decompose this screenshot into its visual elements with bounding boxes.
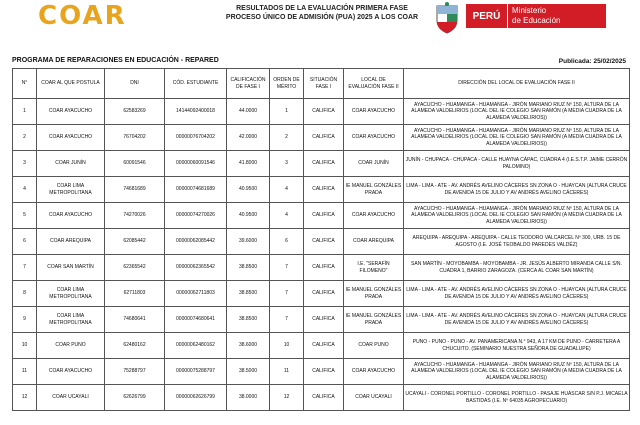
cell-n: 10 (13, 333, 37, 359)
cell-dni: 62583269 (105, 99, 165, 125)
cell-situacion: CALIFICA (304, 229, 344, 255)
cell-local: COAR UCAYALI (344, 385, 404, 411)
cell-coar: COAR AYACUCHO (37, 99, 105, 125)
cell-local: I.E. "SERAFÍN FILOMENO" (344, 255, 404, 281)
cell-dni: 62085442 (105, 229, 165, 255)
cell-dni: 62365542 (105, 255, 165, 281)
cell-dni: 74270026 (105, 203, 165, 229)
cell-n: 11 (13, 359, 37, 385)
cell-orden: 1 (270, 99, 304, 125)
results-table (12, 68, 630, 411)
table-row (13, 177, 630, 203)
cell-calif: 38.8500 (227, 255, 270, 281)
cell-coar: COAR JUNÍN (37, 151, 105, 177)
cell-calif: 39.6000 (227, 229, 270, 255)
cell-local: IE MANUEL GONZÁLES PRADA (344, 281, 404, 307)
cell-direccion: SAN MARTÍN - MOYOBAMBA - MOYOBAMBA - JR. JESÚS ALBERTO MIRANDA CALLE S/N. CUADRA 1, BARRIO ZARAGOZA. (CERCA AL COAR SAN MARTÍN) (404, 255, 630, 281)
table-row (13, 255, 630, 281)
cell-dni: 75288797 (105, 359, 165, 385)
cell-calif: 44.0000 (227, 99, 270, 125)
ministry-line1: Ministerio (512, 6, 547, 15)
cell-calif: 40.9500 (227, 203, 270, 229)
cell-calif: 38.0000 (227, 385, 270, 411)
cell-coar: COAR AYACUCHO (37, 359, 105, 385)
published-date: Publicada: 25/02/2025 (558, 58, 626, 65)
table-row (13, 333, 630, 359)
cell-situacion: CALIFICA (304, 307, 344, 333)
col-header-local: LOCAL DE EVALUACIÓN FASE II (344, 69, 404, 99)
cell-cod: 00000062626799 (165, 385, 227, 411)
cell-orden: 7 (270, 281, 304, 307)
cell-local: COAR AYACUCHO (344, 359, 404, 385)
cell-situacion: CALIFICA (304, 333, 344, 359)
cell-orden: 4 (270, 203, 304, 229)
col-header-direccion: DIRECCIÓN DEL LOCAL DE EVALUACIÓN FASE II (404, 69, 630, 99)
cell-dni: 76704202 (105, 125, 165, 151)
table-row (13, 359, 630, 385)
cell-cod: 00000075288797 (165, 359, 227, 385)
cell-calif: 40.9500 (227, 177, 270, 203)
ministry-label (512, 6, 560, 26)
cell-orden: 11 (270, 359, 304, 385)
cell-orden: 6 (270, 229, 304, 255)
cell-direccion: LIMA - LIMA - ATE - AV. ANDRÉS AVELINO CÁCERES SN ZONA O - HUAYCAN (ALTURA CRUCE DE AVENIDA 15 DE JULIO Y AV ANDRÉS AVELINO CÁCERES) (404, 281, 630, 307)
cell-direccion: AYACUCHO - HUAMANGA - HUAMANGA - JIRÓN MARIANO RIUZ Nº 150, ALTURA DE LA ALAMEDA VALDELIRIOS (LOCAL DEL IE COLEGIO SAN RAMÓN (A MEDIA CUADRA DE LA ALAMEDA VALDELIRIOS)) (404, 99, 630, 125)
cell-calif: 38.6000 (227, 333, 270, 359)
cell-situacion: CALIFICA (304, 99, 344, 125)
cell-cod: 00000062711803 (165, 281, 227, 307)
cell-n: 4 (13, 177, 37, 203)
cell-orden: 3 (270, 151, 304, 177)
cell-coar: COAR LIMA METROPOLITANA (37, 177, 105, 203)
cell-dni: 60091546 (105, 151, 165, 177)
cell-dni: 62711803 (105, 281, 165, 307)
table-row (13, 203, 630, 229)
cell-situacion: CALIFICA (304, 125, 344, 151)
cell-coar: COAR PUNO (37, 333, 105, 359)
table-row (13, 125, 630, 151)
col-header-situacion: SITUACIÓN FASE I (304, 69, 344, 99)
cell-n: 9 (13, 307, 37, 333)
table-row (13, 385, 630, 411)
cell-calif: 38.5000 (227, 359, 270, 385)
report-title (222, 4, 422, 22)
cell-direccion: AYACUCHO - HUAMANGA - HUAMANGA - JIRÓN MARIANO RIUZ Nº 150, ALTURA DE LA ALAMEDA VALDELIRIOS (LOCAL DEL IE COLEGIO SAN RAMÓN (A MEDIA CUADRA DE LA ALAMEDA VALDELIRIOS)) (404, 125, 630, 151)
cell-local: COAR AREQUIPA (344, 229, 404, 255)
cell-coar: COAR UCAYALI (37, 385, 105, 411)
cell-direccion: UCAYALI - CORONEL PORTILLO - CORONEL PORTILLO - PASAJE HUÁSCAR S/N P.J. MICAELA BASTIDAS (I.E. Nº 64035 AGROPECUARIO) (404, 385, 630, 411)
cell-direccion: AYACUCHO - HUAMANGA - HUAMANGA - JIRÓN MARIANO RIUZ Nº 150, ALTURA DE LA ALAMEDA VALDELIRIOS (LOCAL DEL IE COLEGIO SAN RAMÓN (A MEDIA CUADRA DE LA ALAMEDA VALDELIRIOS)) (404, 203, 630, 229)
coar-logo: COAR (38, 1, 127, 31)
cell-orden: 12 (270, 385, 304, 411)
report-title-line1: RESULTADOS DE LA EVALUACIÓN PRIMERA FASE (236, 5, 408, 12)
cell-cod: 00000062085442 (165, 229, 227, 255)
program-title: PROGRAMA DE REPARACIONES EN EDUCACIÓN - REPARED (12, 57, 219, 64)
cell-local: COAR AYACUCHO (344, 99, 404, 125)
table-row (13, 281, 630, 307)
cell-cod: 14144092400018 (165, 99, 227, 125)
cell-dni: 74681689 (105, 177, 165, 203)
col-header-cod: CÓD. ESTUDIANTE (165, 69, 227, 99)
cell-n: 6 (13, 229, 37, 255)
cell-n: 1 (13, 99, 37, 125)
cell-n: 2 (13, 125, 37, 151)
cell-orden: 2 (270, 125, 304, 151)
cell-coar: COAR AREQUIPA (37, 229, 105, 255)
page-header (0, 0, 640, 40)
cell-situacion: CALIFICA (304, 203, 344, 229)
table-header-row (13, 69, 630, 99)
cell-orden: 7 (270, 255, 304, 281)
cell-coar: COAR AYACUCHO (37, 125, 105, 151)
col-header-calif: CALIFICACIÓN DE FASE I (227, 69, 270, 99)
col-header-orden: ORDEN DE MÉRITO (270, 69, 304, 99)
cell-local: COAR AYACUCHO (344, 203, 404, 229)
col-header-n: N° (13, 69, 37, 99)
table-row (13, 151, 630, 177)
cell-direccion: LIMA - LIMA - ATE - AV. ANDRÉS AVELINO CÁCERES SN ZONA O - HUAYCAN (ALTURA CRUCE DE AVENIDA 15 DE JULIO Y AV ANDRÉS AVELINO CÁCERES) (404, 177, 630, 203)
cell-coar: COAR LIMA METROPOLITANA (37, 307, 105, 333)
cell-direccion: PUNO - PUNO - PUNO - AV. PANAMERICANA N.° 943, A 17 KM DE PUNO - CARRETERA A CHUCUITO. (SEMINARIO NUESTRA SEÑORA DE GUADALUPE) (404, 333, 630, 359)
cell-situacion: CALIFICA (304, 281, 344, 307)
table-row (13, 229, 630, 255)
cell-situacion: CALIFICA (304, 177, 344, 203)
cell-direccion: JUNÍN - CHUPACA - CHUPACA - CALLE HUAYNA CÁPAC, CUADRA 4 (I.E.S.T.P. JAIME CERRÓN PALOMINO) (404, 151, 630, 177)
cell-direccion: AYACUCHO - HUAMANGA - HUAMANGA - JIRÓN MARIANO RIUZ Nº 150, ALTURA DE LA ALAMEDA VALDELIRIOS (LOCAL DEL IE COLEGIO SAN RAMÓN (A MEDIA CUADRA DE LA ALAMEDA VALDELIRIOS)) (404, 359, 630, 385)
cell-situacion: CALIFICA (304, 255, 344, 281)
report-title-line2: PROCESO ÚNICO DE ADMISIÓN (PUA) 2025 A LOS COAR (225, 14, 419, 21)
cell-coar: COAR SAN MARTÍN (37, 255, 105, 281)
cell-situacion: CALIFICA (304, 385, 344, 411)
cell-dni: 62480162 (105, 333, 165, 359)
peru-ministry-badge (466, 4, 606, 28)
cell-orden: 7 (270, 307, 304, 333)
cell-calif: 42.0000 (227, 125, 270, 151)
cell-n: 5 (13, 203, 37, 229)
cell-dni: 62626799 (105, 385, 165, 411)
peru-coat-of-arms-icon (433, 2, 461, 34)
ministry-line2: de Educación (512, 16, 561, 25)
cell-situacion: CALIFICA (304, 151, 344, 177)
cell-cod: 00000062480162 (165, 333, 227, 359)
cell-situacion: CALIFICA (304, 359, 344, 385)
cell-direccion: AREQUIPA - AREQUIPA - AREQUIPA - CALLE TEODORO VALCARCEL Nº 300, URB. 15 DE AGOSTO (I.E. JOSÉ TEOBALDO PAREDES VALDÉZ) (404, 229, 630, 255)
cell-calif: 38.8500 (227, 281, 270, 307)
cell-n: 3 (13, 151, 37, 177)
cell-cod: 00000074680641 (165, 307, 227, 333)
cell-coar: COAR AYACUCHO (37, 203, 105, 229)
cell-direccion: LIMA - LIMA - ATE - AV. ANDRÉS AVELINO CÁCERES SN ZONA O - HUAYCAN (ALTURA CRUCE DE AVENIDA 15 DE JULIO Y AV ANDRÉS AVELINO CÁCERES) (404, 307, 630, 333)
cell-n: 12 (13, 385, 37, 411)
table-body (13, 99, 630, 411)
cell-calif: 41.8000 (227, 151, 270, 177)
cell-local: IE MANUEL GONZÁLES PRADA (344, 307, 404, 333)
col-header-dni: DNI (105, 69, 165, 99)
cell-coar: COAR LIMA METROPOLITANA (37, 281, 105, 307)
cell-cod: 00000076704202 (165, 125, 227, 151)
peru-label: PERÚ (466, 4, 508, 28)
cell-calif: 38.8500 (227, 307, 270, 333)
cell-n: 8 (13, 281, 37, 307)
cell-local: COAR PUNO (344, 333, 404, 359)
cell-orden: 10 (270, 333, 304, 359)
cell-cod: 00000074681689 (165, 177, 227, 203)
cell-cod: 00000074270026 (165, 203, 227, 229)
cell-local: COAR JUNÍN (344, 151, 404, 177)
col-header-coar: COAR AL QUE POSTULA (37, 69, 105, 99)
cell-dni: 74680641 (105, 307, 165, 333)
cell-local: COAR AYACUCHO (344, 125, 404, 151)
table-row (13, 99, 630, 125)
cell-cod: 00000060091546 (165, 151, 227, 177)
cell-local: IE MANUEL GONZÁLES PRADA (344, 177, 404, 203)
table-row (13, 307, 630, 333)
cell-n: 7 (13, 255, 37, 281)
cell-cod: 00000062365542 (165, 255, 227, 281)
cell-orden: 4 (270, 177, 304, 203)
